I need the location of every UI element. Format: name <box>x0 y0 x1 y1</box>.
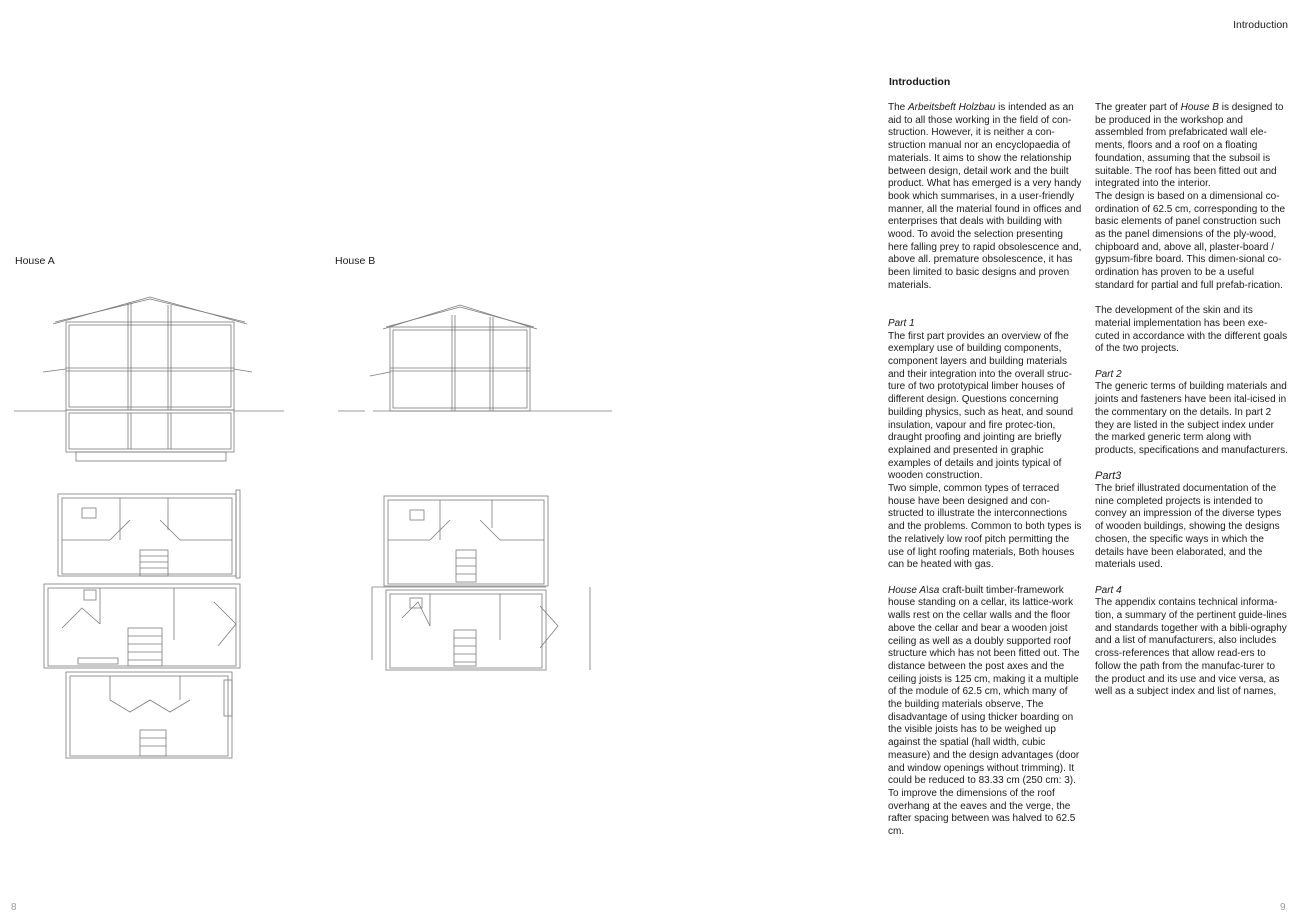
page-number-left: 8 <box>11 902 17 913</box>
house-a-paragraph-2: To improve the dimensions of the roof overhang at the eaves and the verge, the rafter spacing between was halved to 62.5 cm. <box>888 787 1076 838</box>
part2-paragraph: The generic terms of building materials and joints and fasteners have been ital-icised in the commentary on the details. In part 2 they are listed in the subject index under the marked generic term along with products, specifications and manufacturers. <box>1095 381 1288 456</box>
part1-paragraph: The first part provides an overview of fhe exemplary use of building components, component layers and building materials and their integration into the overall struc-ture of two prototypical limber houses of different design. Questions concerning building physics, such as heat, and sound insulation, vapour and fire protec-tion, draught proofing and jointing are briefly explained and presented in graphic examples of details and joints typical of wooden construction. <box>888 330 1074 482</box>
text-column-left <box>888 102 1083 839</box>
house-b-paragraph: The greater part of House B is designed to be produced in the workshop and assembled from prefabricated wall ele-ments, floors and a roof on a floating foundation, assuming that the subsoil is suitable. The roof has been fitted out and integrated into the interior. <box>1095 102 1284 190</box>
part1-paragraph-2: Two simple, common types of terraced house have been designed and con-structed to illustrate the interconnections and the problems. Common to both types is the relatively low roof pitch permitting the use of light roofing materials, Both houses can be heated with gas. <box>888 483 1082 571</box>
house-b-section <box>338 305 612 411</box>
skin-paragraph: The development of the skin and its material implementation has been exe-cuted in accordance with the different goals of the two projects. <box>1095 305 1288 355</box>
house-b-label: House B <box>335 255 376 267</box>
intro-heading: Introduction <box>889 76 951 88</box>
running-head: Introduction <box>1233 19 1288 31</box>
part4-heading: Part 4 <box>1095 584 1122 596</box>
part1-heading: Part 1 <box>888 317 915 329</box>
house-a-section <box>14 297 284 461</box>
intro-paragraph: The Arbeitsbeft Holzbau is intended as an aid to all those working in the field of con-struction. However, it is neither a con-struction manual nor an encyclopaedia of materials. It aims to show the relationship between design, detail work and the built product. What has emerged is a very handy book which summarises, in a user-friendly manner, all the material found in offices and enterprises that deals with building with wood. To avoid the selection presenting here falling prey to rapid obsolescence and, above all. premature obsolescence, it has been limited to basic designs and proven materials. <box>888 102 1082 291</box>
part3-paragraph: The brief illustrated documentation of the nine completed projects is intended to convey an impression of the diverse types of wooden buildings, showing the designs chosen, the specific ways in which the details have been elaborated, and the materials used. <box>1095 483 1282 571</box>
part2-heading: Part 2 <box>1095 368 1122 380</box>
house-a-paragraph: House A\sa craft-built timber-framework house standing on a cellar, its lattice-work walls rest on the cellar walls and the floor above the cellar and bear a wooden joist ceiling as well as a doubly supported roof structure which has not been fitted out. The distance between the post axes and the ceiling joists is 125 cm, making it a multiple of the module of 62.5 cm, which many of the building materials observe, The disadvantage of using thicker boarding on the visible joists has to be weighed up against the spatial (hall width, cubic measure) and the design advantages (door and window openings without trimming). It could be reduced to 83.33 cm (250 cm: 3). <box>888 584 1080 787</box>
part4-paragraph: The appendix contains technical informa-tion, a summary of the pertinent guide-lines and standards together with a bibli-ography and a list of manufacturers, also includes cross-references that allow read-ers to follow the path from the manufac-turer to the product and its use and vice versa, as well as a subject index and list of names, <box>1095 597 1287 698</box>
house-b-plans <box>372 496 590 670</box>
dimension-paragraph: The design is based on a dimensional co-ordination of 62.5 cm, corresponding to the basic elements of panel construction such as the panel dimensions of the ply-wood, chipboard and, above all, plaster-board / gypsum-fibre board. This dimen-sional co-ordination has proven to be a useful standard for partial and full prefab-rication. <box>1095 190 1286 291</box>
page-number-right: 9 <box>1280 902 1286 913</box>
text-column-right <box>1095 102 1290 699</box>
part3-heading: Part3 <box>1095 470 1122 483</box>
house-a-label: House A <box>15 255 55 267</box>
house-a-plans <box>44 490 240 758</box>
